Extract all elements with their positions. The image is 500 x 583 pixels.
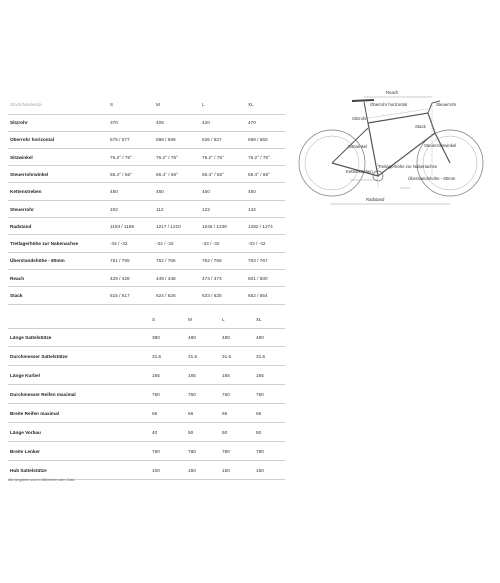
table1-row-label: Oberrohr horizontal	[10, 137, 55, 143]
table1-cell: -34 / -32	[156, 241, 174, 247]
table2-cell: 31.6	[152, 354, 162, 359]
label-radstand: Radstand	[366, 197, 385, 202]
table1-cell: 615 / 617	[110, 293, 130, 298]
table2-cell: 780	[222, 449, 230, 454]
table1-divider	[8, 269, 285, 270]
table1-divider	[8, 182, 285, 183]
table1-cell: 449 / 448	[156, 275, 176, 281]
table1-divider	[8, 148, 285, 149]
table2-size-header: S	[152, 317, 156, 322]
table2-cell: 760	[152, 449, 160, 454]
table2-divider	[8, 346, 285, 347]
table2-cell: 50	[256, 430, 262, 435]
table1-cell: 450	[110, 189, 118, 195]
label-ueberstand: Überstandshöhe - 80mm	[408, 176, 456, 181]
table2-cell: 50	[188, 430, 194, 435]
table1-cell: 624 / 626	[156, 293, 176, 298]
table2-row-label: Länge Kurbel	[10, 373, 40, 378]
table1-size-header: L	[202, 102, 205, 107]
table2-cell: 165	[222, 373, 230, 378]
table2-row-label: Durchmesser Reifen maximal	[10, 392, 76, 397]
table2-cell: 150	[256, 468, 264, 473]
table1-cell: 575 / 577	[110, 137, 130, 143]
table1-cell: 405	[156, 120, 164, 125]
table2-cell: 150	[188, 468, 196, 473]
table2-cell: 66	[152, 411, 158, 416]
table1-cell: 76.2° / 76°	[110, 154, 132, 160]
table1-cell: 450	[156, 189, 164, 195]
table1-divider	[8, 131, 285, 132]
label-steuerrohrwinkel: Steuerrohrwinkel	[424, 143, 457, 148]
table1-cell: 763 / 767	[248, 258, 268, 264]
table2-cell: 380	[152, 335, 160, 340]
table1-cell: 76.2° / 76°	[248, 154, 270, 160]
table1-divider	[8, 286, 285, 287]
table1-divider	[8, 217, 285, 218]
table1-divider	[8, 234, 285, 235]
label-stack: Stack	[415, 124, 426, 129]
table2-divider	[8, 422, 285, 423]
table1-cell: 501 / 500	[248, 275, 268, 281]
table1-cell: 470	[248, 120, 256, 125]
table1-cell: 370	[110, 120, 118, 125]
table2-cell: 480	[222, 335, 230, 340]
table2-divider	[8, 365, 285, 366]
table2-cell: 31.6	[256, 354, 266, 359]
table2-divider	[8, 460, 285, 461]
table1-cell: 474 / 473	[202, 275, 222, 281]
table1-cell: 652 / 654	[248, 293, 268, 298]
table1-row-label: Überstandshöhe - 80mm	[10, 258, 65, 264]
table1-cell: 1193 / 1186	[110, 223, 135, 229]
table2-divider	[8, 328, 285, 329]
table1-row-label: Radstand	[10, 223, 32, 229]
table1-divider	[8, 200, 285, 201]
table1-cell: 65.4° / 66°	[248, 171, 270, 177]
table2-size-header: M	[188, 317, 192, 322]
table2-row-label: Hub Sattelstütze	[10, 468, 47, 473]
bike-geometry-diagram	[290, 88, 495, 218]
table2-cell: 760	[152, 392, 160, 397]
footnote: Alle Angaben sind in Millimeter oder Grad.	[8, 478, 76, 482]
label-oberrohr: Oberrohr horizontal	[370, 102, 408, 107]
table2-row-label: Breite Reifen maximal	[10, 411, 59, 416]
table1-cell: 65.4° / 66°	[156, 171, 178, 177]
table1-size-header: M	[156, 102, 160, 107]
table1-cell: -33 / -32	[248, 241, 266, 247]
label-tretlager: Tretlagerhöhe zur Nabenachse	[378, 164, 438, 169]
table2-cell: 40	[152, 430, 158, 435]
table1-cell: 761 / 765	[110, 258, 130, 264]
table1-cell: 122	[202, 206, 210, 212]
table1-divider	[8, 114, 285, 115]
table2-cell: 165	[256, 373, 264, 378]
table2-cell: 165	[188, 373, 196, 378]
table2-row-label: Durchmesser Sattelstütze	[10, 354, 68, 359]
label-kettenstreben: Kettenstreben	[346, 169, 373, 174]
table1-size-header: XL	[248, 102, 254, 107]
table2-divider	[8, 384, 285, 385]
table2-cell: 66	[188, 411, 194, 416]
table2-cell: 780	[256, 449, 264, 454]
table1-size-header: S	[110, 102, 114, 107]
table2-row-label: Länge Sattelstütze	[10, 335, 52, 340]
table2-divider	[8, 403, 285, 404]
table1-cell: 102	[110, 206, 118, 212]
table1-cell: 626 / 627	[202, 137, 222, 143]
table1-divider	[8, 304, 285, 305]
table1-cell: 658 / 660	[248, 137, 268, 143]
table1-cell: 1282 / 1274	[248, 223, 273, 229]
table1-cell: 633 / 625	[202, 293, 222, 298]
table2-cell: 165	[152, 373, 160, 378]
table1-cell: 112	[156, 206, 164, 212]
table2-cell: 150	[222, 468, 230, 473]
table1-cell: 1217 / 1210	[156, 223, 181, 229]
table1-row-label: Sitzwinkel	[10, 154, 33, 160]
table2-cell: 31.6	[222, 354, 232, 359]
table2-size-header: L	[222, 317, 225, 322]
table2-cell: 760	[188, 392, 196, 397]
table1-row-label: Sitzrohr	[10, 120, 28, 125]
table2-cell: 100	[152, 468, 160, 473]
table1-row-label: Steuerrohrwinkel	[10, 171, 49, 177]
table1-cell: 598 / 599	[156, 137, 176, 143]
table1-row-label: Stack	[10, 293, 23, 298]
table2-cell: 480	[256, 335, 264, 340]
table1-cell: 65.4° / 66°	[202, 171, 224, 177]
table2-row-label: Breite Lenker	[10, 449, 40, 454]
label-reach: Reach	[386, 90, 399, 95]
table2-cell: 760	[256, 392, 264, 397]
table1-cell: 142	[248, 206, 256, 212]
table1-cell: -34 / -32	[110, 241, 128, 247]
table2-row-label: Länge Vorbau	[10, 430, 41, 435]
label-sitzwinkel: Sitzwinkel	[348, 144, 368, 149]
table1-cell: 76.2° / 76°	[156, 154, 178, 160]
table1-row-label: Tretlagerhöhe zur Nabenachse	[10, 241, 79, 247]
table2-cell: 780	[188, 449, 196, 454]
table2-cell: 50	[222, 430, 228, 435]
table1-cell: 420	[202, 120, 210, 125]
table1-cell: 1246 / 1239	[202, 223, 227, 229]
table1-cell: 762 / 766	[202, 258, 222, 264]
table1-divider	[8, 165, 285, 166]
table1-cell: 762 / 766	[156, 258, 176, 264]
table1-cell: 76.2° / 76°	[202, 154, 224, 160]
label-steuerrohr: Steuerrohr	[436, 102, 457, 107]
table1-cell: 65.4° / 66°	[110, 171, 132, 177]
table1-cell: -33 / -32	[202, 241, 220, 247]
table1-row-label: Reach	[10, 275, 25, 281]
table1-cell: 429 / 428	[110, 275, 130, 281]
table1-row-label: Steuerrohr	[10, 206, 34, 212]
table1-row-label: Kettenstreben	[10, 189, 42, 195]
table2-divider	[8, 441, 285, 442]
table2-cell: 66	[222, 411, 228, 416]
table1-cell: 450	[248, 189, 256, 195]
table2-size-header: XL	[256, 317, 262, 322]
table2-cell: 760	[222, 392, 230, 397]
label-sitzrohr: Sitzrohr	[352, 116, 367, 121]
table2-cell: 31.6	[188, 354, 198, 359]
table2-cell: 66	[256, 411, 262, 416]
table1-divider	[8, 252, 285, 253]
table2-cell: 480	[188, 335, 196, 340]
table1-cell: 450	[202, 189, 210, 195]
table1-header-label: Stack/Medesda	[10, 102, 42, 107]
